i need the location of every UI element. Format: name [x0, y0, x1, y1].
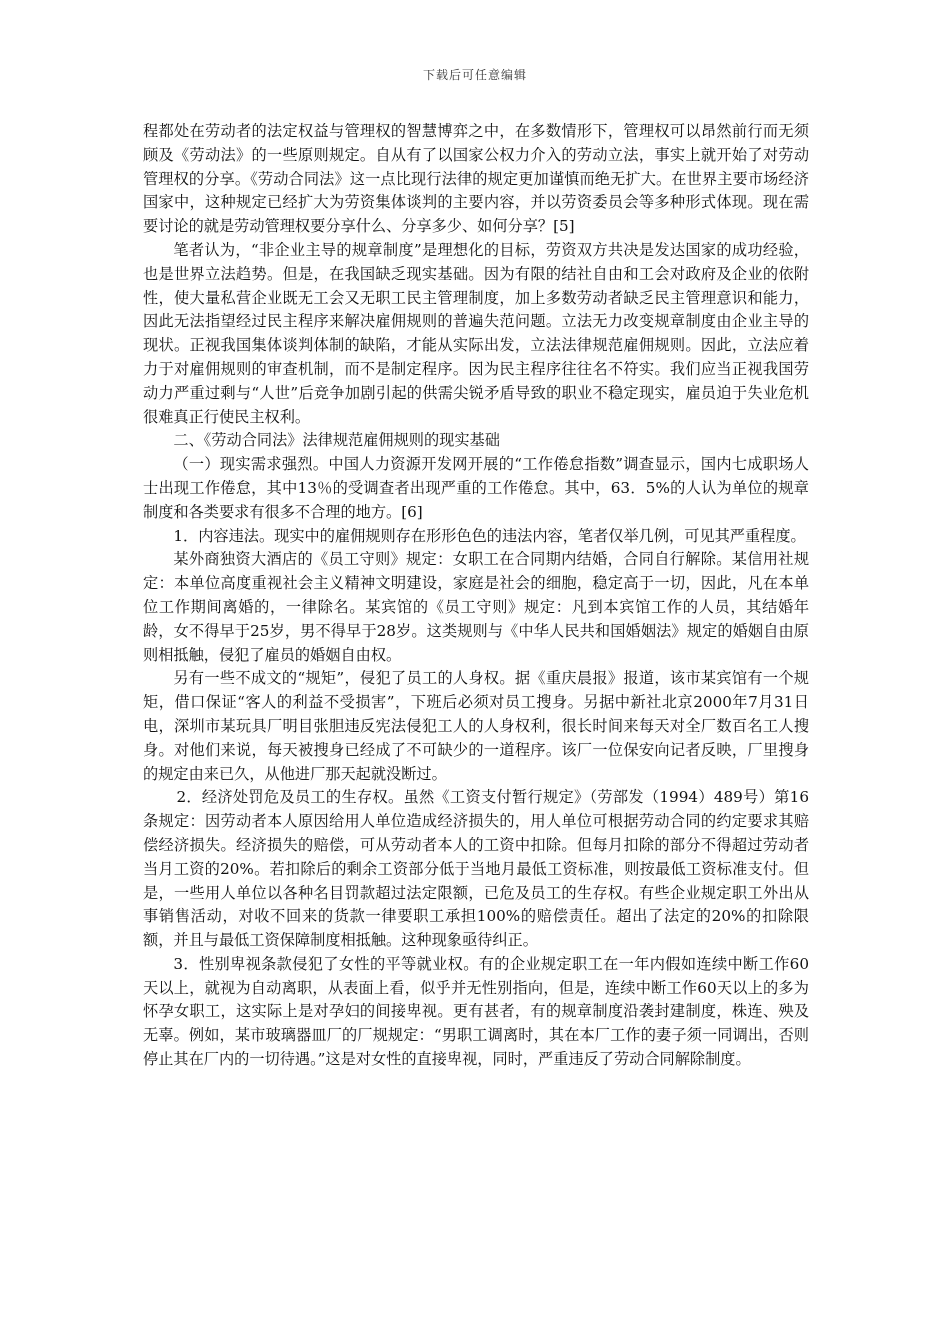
document-body [143, 120, 809, 1072]
paragraph-marriage-examples: 某外商独资大酒店的《员工守则》规定：女职工在合同期内结婚，合同自行解除。某信用社规定：本单位高度重视社会主义精神文明建设，家庭是社会的细胞，稳定高于一切，因此，凡在本单位工作期间离婚的，一律除名。某宾馆的《员工守则》规定：凡到本宾馆工作的人员，其结婚年龄，女不得早于25岁，男不得早于28岁。这类规则与《中华人民共和国婚姻法》规定的婚姻自由原则相抵触，侵犯了雇员的婚姻自由权。 [143, 550, 809, 664]
paragraph-author-view: 笔者认为，“非企业主导的规章制度”是理想化的目标，劳资双方共决是发达国家的成功经验，也是世界立法趋势。但是，在我国缺乏现实基础。因为有限的结社自由和工会对政府及企业的依附性，使大量私营企业既无工会又无职工民主管理制度，加上多数劳动者缺乏民主管理意识和能力，因此无法指望经过民主程序来解决雇佣规则的普遍失范问题。立法无力改变规章制度由企业主导的现状。正视我国集体谈判体制的缺陷，才能从实际出发，立法法律规范雇佣规则。因此，立法应着力于对雇佣规则的审查机制，而不是制定程序。因为民主程序往往名不符实。我们应当正视我国劳动力严重过剩与“人世”后竞争加剧引起的供需尖锐矛盾导致的职业不稳定现实，雇员迫于失业危机很难真正行使民主权利。 [143, 240, 809, 426]
paragraph-continuation: 程都处在劳动者的法定权益与管理权的智慧博弈之中，在多数情形下，管理权可以昂然前行而无须顾及《劳动法》的一些原则规定。自从有了以国家公权力介入的劳动立法，事实上就开始了对劳动管理权的分享。《劳动合同法》这一点比现行法律的规定更加谨慎而绝无扩大。在世界主要市场经济国家中，这种规定已经扩大为劳资集体谈判的主要内容，并以劳资委员会等多种形式体现。现在需要讨论的就是劳动管理权要分享什么、分享多少、如何分享？[5] [143, 122, 809, 236]
list-item-illegal-content: 1．内容违法。现实中的雇佣规则存在形形色色的违法内容，笔者仅举几例，可见其严重程度。 [173, 526, 806, 545]
section-heading: 二、《劳动合同法》法律规范雇佣规则的现实基础 [173, 431, 500, 450]
subsection-heading: （一）现实需求强烈。中国人力资源开发网开展的“工作倦怠指数”调查显示，国内七成职场人士出现工作倦怠，其中13％的受调查者出现严重的工作倦怠。其中，63．5%的人认为单位的规章制度和各类要求有很多不合理的地方。[6] [143, 455, 809, 521]
page-header: 下载后可任意编辑 [422, 68, 527, 82]
list-item-economic-penalty: 2．经济处罚危及员工的生存权。虽然《工资支付暂行规定》（劳部发（1994）489号）第16条规定：因劳动者本人原因给用人单位造成经济损失的，用人单位可根据劳动合同的约定要求其赔偿经济损失。经济损失的赔偿，可从劳动者本人的工资中扣除。但每月扣除的部分不得超过劳动者当月工资的20%。若扣除后的剩余工资部分低于当地月最低工资标准，则按最低工资标准支付。但是，一些用人单位以各种名目罚款超过法定限额，已危及员工的生存权。有些企业规定职工外出从事销售活动，对收不回来的货款一律要职工承担100%的赔偿责任。超出了法定的20%的扣除限额，并且与最低工资保障制度相抵触。这种现象亟待纠正。 [143, 788, 809, 950]
list-item-gender-discrimination: 3．性别卑视条款侵犯了女性的平等就业权。有的企业规定职工在一年内假如连续中断工作60天以上，就视为自动离职，从表面上看，似乎并无性别指向，但是，连续中断工作60天以上的多为怀孕女职工，这实际上是对孕妇的间接卑视。更有甚者，有的规章制度沿袭封建制度，株连、殃及无辜。例如，某市玻璃器皿厂的厂规规定：“男职工调离时，其在本厂工作的妻子须一同调出，否则停止其在厂内的一切待遇。”这是对女性的直接卑视，同时，严重违反了劳动合同解除制度。 [143, 954, 809, 1069]
paragraph-body-search-examples: 另有一些不成文的“规矩”，侵犯了员工的人身权。据《重庆晨报》报道，该市某宾馆有一个规矩，借口保证“客人的利益不受损害”，下班后必须对员工搜身。另据中新社北京2000年7月31日电，深圳市某玩具厂明目张胆违反宪法侵犯工人的人身权利，很长时间来每天对全厂数百名工人搜身。对他们来说，每天被搜身已经成了不可缺少的一道程序。该厂一位保安向记者反映，厂里搜身的规定由来已久，从他进厂那天起就没断过。 [143, 669, 809, 783]
